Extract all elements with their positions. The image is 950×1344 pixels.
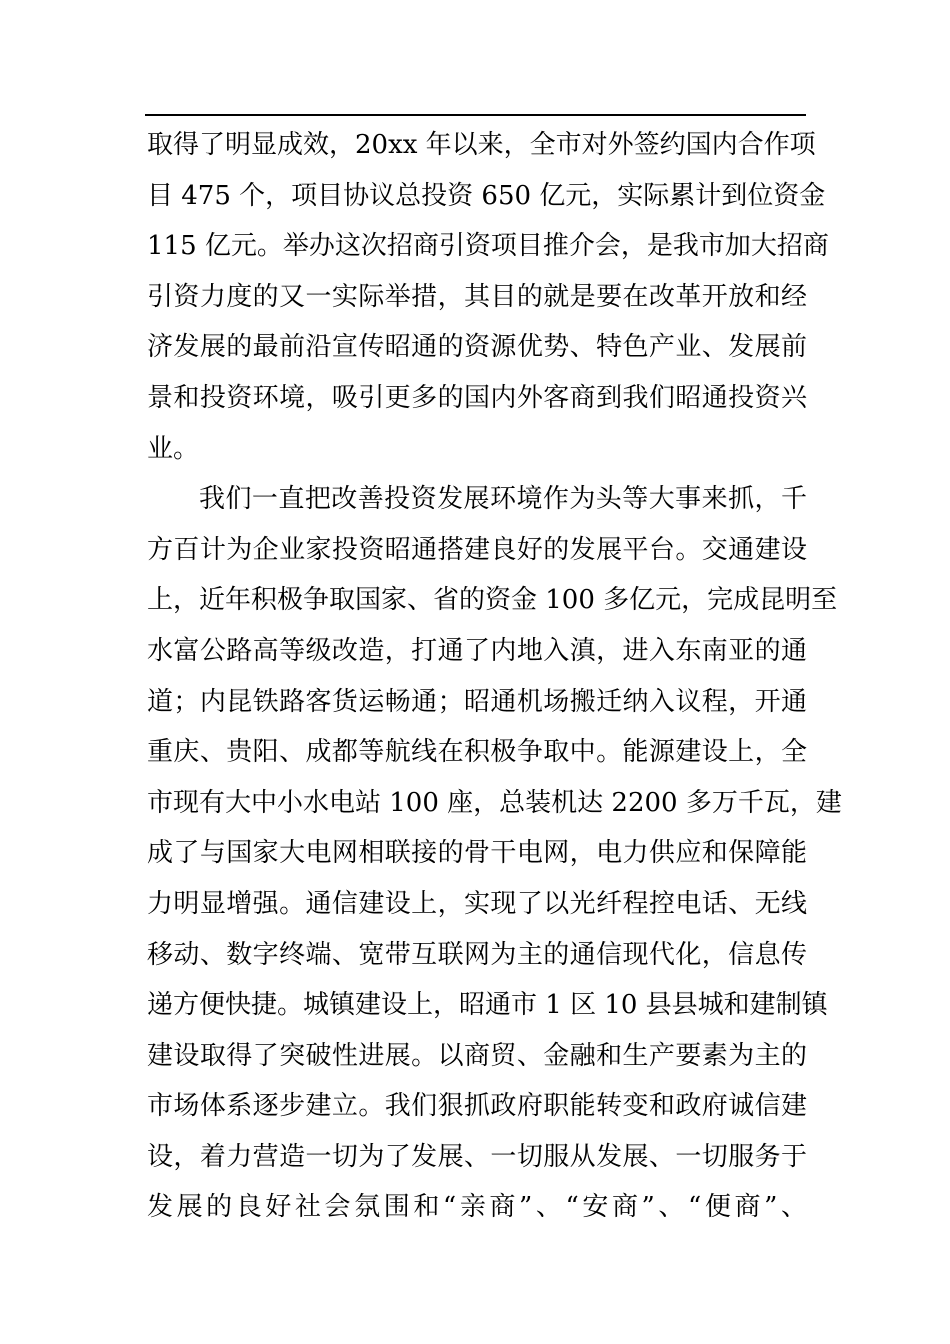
text-line: 业。 — [147, 433, 200, 464]
text-line: 市场体系逐步建立。我们狠抓政府职能转变和政府诚信建 — [147, 1091, 807, 1122]
text-line: 成了与国家大电网相联接的骨干电网，电力供应和保障能 — [147, 838, 807, 869]
text-line: 市现有大中小水电站 100 座，总装机达 2200 多万千瓦，建 — [147, 787, 842, 818]
text-line: 递方便快捷。城镇建设上，昭通市 1 区 10 县县城和建制镇 — [147, 990, 828, 1021]
header-rule — [145, 114, 806, 116]
text-line: 引资力度的又一实际举措，其目的就是要在改革开放和经 — [147, 281, 807, 312]
text-line: 发展的良好社会氛围和“亲商”、“安商”、“便商”、 — [147, 1192, 807, 1223]
document-body — [147, 120, 842, 1233]
text-line: 道；内昆铁路客货运畅通；昭通机场搬迁纳入议程，开通 — [147, 686, 807, 717]
text-line: 取得了明显成效，20xx 年以来，全市对外签约国内合作项 — [147, 130, 816, 160]
text-line: 水富公路高等级改造，打通了内地入滇，进入东南亚的通 — [147, 635, 807, 666]
text-line: 我们一直把改善投资发展环境作为头等大事来抓，千 — [199, 484, 807, 515]
text-line: 方百计为企业家投资昭通搭建良好的发展平台。交通建设 — [147, 534, 807, 565]
text-line: 上，近年积极争取国家、省的资金 100 多亿元，完成昆明至 — [147, 585, 838, 616]
text-line: 景和投资环境，吸引更多的国内外客商到我们昭通投资兴 — [147, 382, 807, 413]
text-line: 重庆、贵阳、成都等航线在积极争取中。能源建设上，全 — [147, 737, 807, 768]
text-line: 目 475 个，项目协议总投资 650 亿元，实际累计到位资金 — [147, 180, 826, 211]
text-line: 建设取得了突破性进展。以商贸、金融和生产要素为主的 — [147, 1040, 807, 1071]
text-line: 115 亿元。举办这次招商引资项目推介会，是我市加大招商 — [147, 231, 829, 262]
text-line: 济发展的最前沿宣传昭通的资源优势、特色产业、发展前 — [147, 332, 807, 363]
text-line: 移动、数字终端、宽带互联网为主的通信现代化，信息传 — [147, 939, 807, 970]
text-line: 设，着力营造一切为了发展、一切服从发展、一切服务于 — [147, 1141, 807, 1172]
text-line: 力明显增强。通信建设上，实现了以光纤程控电话、无线 — [147, 888, 807, 919]
